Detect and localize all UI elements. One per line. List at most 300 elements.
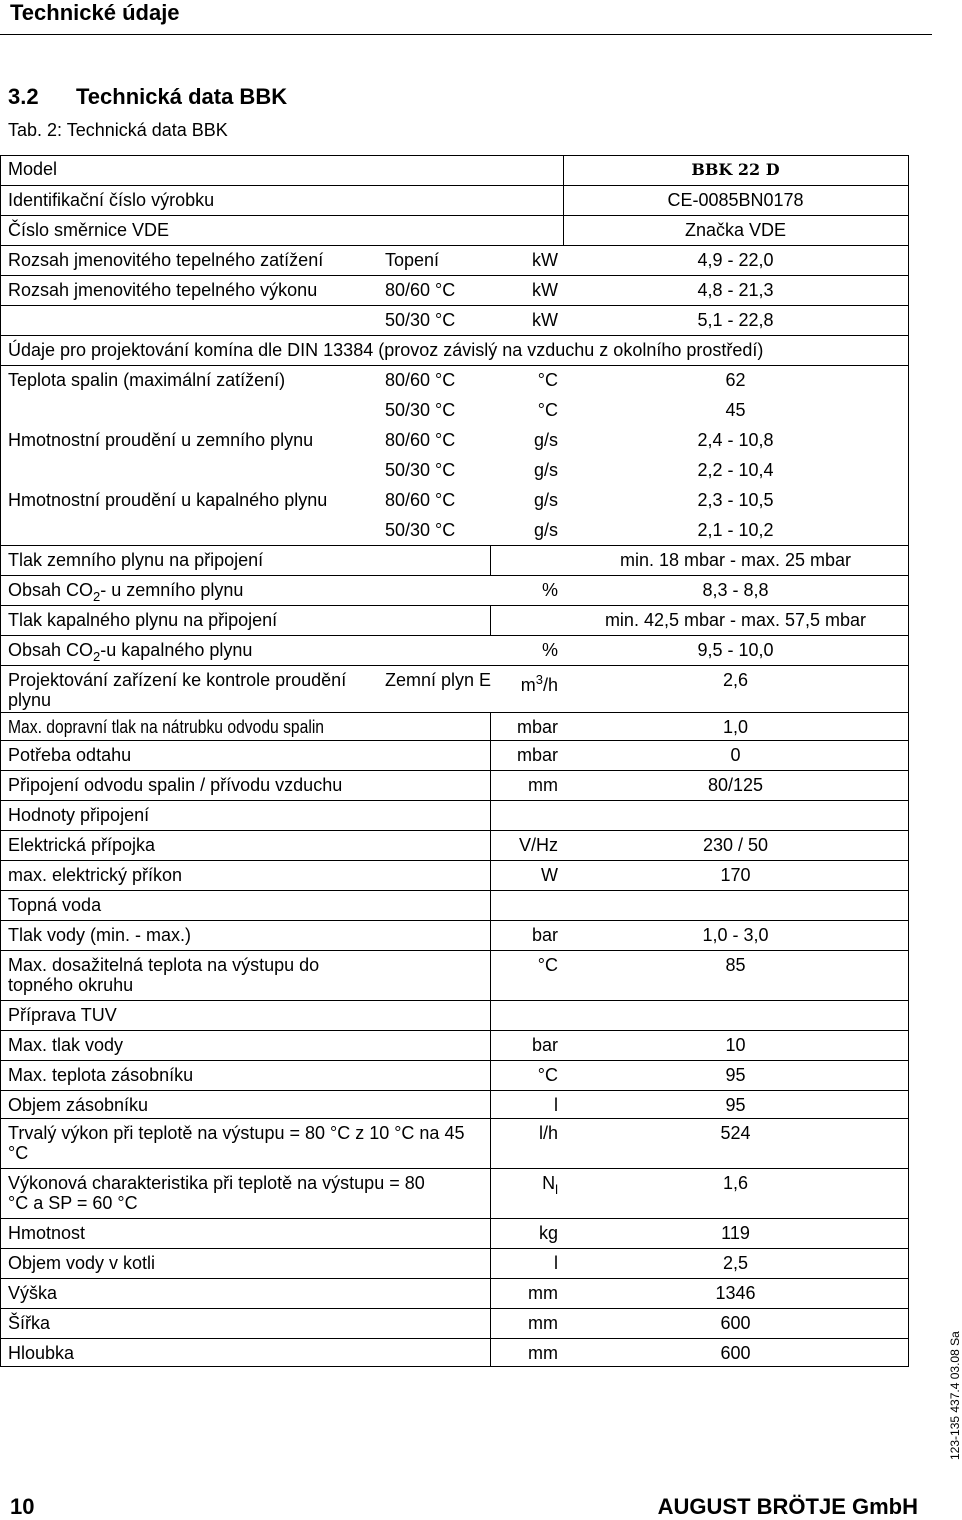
table-rule bbox=[0, 1060, 909, 1061]
table-row bbox=[0, 1060, 909, 1090]
parameter-text-suffix: -u kapalného plynu bbox=[100, 640, 253, 660]
table-column-rule bbox=[490, 830, 491, 1366]
condition-text: 50/30 °C bbox=[385, 310, 456, 330]
unit bbox=[490, 775, 558, 795]
value bbox=[563, 745, 908, 765]
table-rule bbox=[0, 712, 909, 713]
table-row bbox=[0, 395, 909, 425]
unit-text: m bbox=[520, 675, 536, 695]
value bbox=[563, 550, 908, 570]
table-row bbox=[0, 575, 909, 605]
table-row bbox=[0, 335, 909, 365]
unit-text: kW bbox=[532, 310, 558, 330]
unit bbox=[490, 1065, 558, 1085]
parameter-name bbox=[8, 340, 763, 360]
unit-text: mm bbox=[528, 1283, 558, 1303]
section-heading bbox=[8, 84, 287, 110]
condition-text: Topení bbox=[385, 250, 440, 270]
parameter-name bbox=[8, 280, 317, 300]
unit-text: mm bbox=[528, 1313, 558, 1333]
value-text: 4,9 - 22,0 bbox=[697, 250, 774, 270]
value-text: 4,8 - 21,3 bbox=[697, 280, 774, 300]
unit bbox=[490, 580, 558, 600]
table-row bbox=[0, 1118, 909, 1168]
value bbox=[563, 460, 908, 480]
value bbox=[563, 717, 908, 737]
parameter-text: Obsah CO bbox=[8, 640, 94, 660]
value bbox=[563, 775, 908, 795]
condition-text: 80/60 °C bbox=[385, 490, 456, 510]
unit bbox=[490, 520, 558, 540]
parameter-name bbox=[8, 1123, 468, 1163]
value bbox=[563, 610, 908, 630]
section-number: 3.2 bbox=[8, 84, 39, 109]
value bbox=[563, 370, 908, 390]
table-row bbox=[0, 830, 909, 860]
parameter-text: Hloubka bbox=[8, 1343, 75, 1363]
table-rule bbox=[0, 155, 909, 156]
unit bbox=[490, 1343, 558, 1363]
value-text: 5,1 - 22,8 bbox=[697, 310, 774, 330]
unit bbox=[490, 460, 558, 480]
value-text: 1,0 bbox=[722, 717, 749, 737]
unit bbox=[490, 1095, 558, 1115]
parameter-name bbox=[8, 550, 263, 570]
condition bbox=[385, 460, 455, 480]
unit-text: g/s bbox=[533, 520, 558, 540]
condition bbox=[385, 490, 455, 510]
table-rule bbox=[0, 605, 909, 606]
parameter-name bbox=[8, 805, 149, 825]
parameter-name bbox=[8, 370, 285, 390]
parameter-text: Hmotnostní proudění u zemního plynu bbox=[8, 430, 314, 450]
parameter-name bbox=[8, 1313, 50, 1333]
parameter-text: Tlak zemního plynu na připojení bbox=[8, 550, 264, 570]
table-column-rule bbox=[490, 712, 491, 830]
unit-text: l/h bbox=[538, 1123, 558, 1143]
unit-text: g/s bbox=[533, 490, 558, 510]
table-rule bbox=[0, 1308, 909, 1309]
value-text: 524 bbox=[720, 1123, 751, 1143]
table-row bbox=[0, 1278, 909, 1308]
unit-text: °C bbox=[537, 400, 558, 420]
table-row bbox=[0, 455, 909, 485]
value bbox=[563, 1313, 908, 1333]
page-number: 10 bbox=[10, 1494, 35, 1519]
unit-text: l bbox=[554, 1095, 558, 1115]
unit bbox=[490, 745, 558, 765]
table-rule bbox=[0, 665, 909, 666]
table-rule bbox=[0, 800, 909, 801]
parameter-name bbox=[8, 717, 371, 737]
parameter-text: Max. teplota zásobníku bbox=[8, 1065, 194, 1085]
table-rule bbox=[0, 920, 909, 921]
value bbox=[563, 955, 908, 975]
unit-text: mm bbox=[528, 1343, 558, 1363]
value bbox=[563, 430, 908, 450]
parameter-text: Potřeba odtahu bbox=[8, 745, 132, 765]
value bbox=[563, 1065, 908, 1085]
unit bbox=[490, 717, 558, 737]
table-row bbox=[0, 1030, 909, 1060]
subscript: 2 bbox=[93, 649, 101, 664]
value-text: 0 bbox=[730, 745, 741, 765]
table-row bbox=[0, 185, 909, 215]
parameter-text: Teplota spalin (maximální zatížení) bbox=[8, 370, 286, 390]
value-text: 95 bbox=[725, 1095, 746, 1115]
parameter-name bbox=[8, 1095, 148, 1115]
table-rule bbox=[0, 545, 909, 546]
value-text: 1,6 bbox=[722, 1173, 749, 1193]
condition-text: 80/60 °C bbox=[385, 430, 456, 450]
parameter-text: Výkonová charakteristika při teplotě na výstupu = 80 °C a SP = 60 °C bbox=[8, 1173, 425, 1213]
parameter-text: Max. dopravní tlak na nátrubku odvodu spalin bbox=[8, 717, 325, 737]
value bbox=[563, 1253, 908, 1273]
parameter-text: Identifikační číslo výrobku bbox=[8, 190, 215, 210]
parameter-text: Elektrická přípojka bbox=[8, 835, 156, 855]
table-rule bbox=[0, 635, 909, 636]
unit-text: g/s bbox=[533, 460, 558, 480]
parameter-name bbox=[8, 865, 182, 885]
value bbox=[563, 835, 908, 855]
value-text: min. 18 mbar - max. 25 mbar bbox=[619, 550, 852, 570]
table-rule bbox=[0, 1248, 909, 1249]
parameter-text: Topná voda bbox=[8, 895, 102, 915]
table-row bbox=[0, 920, 909, 950]
unit bbox=[490, 1123, 558, 1143]
table-row bbox=[0, 1218, 909, 1248]
value-text: 600 bbox=[720, 1343, 751, 1363]
table-rule bbox=[0, 365, 909, 366]
model-value-text: BBK 22 D bbox=[691, 160, 780, 179]
unit-text: % bbox=[541, 580, 558, 600]
superscript: 3 bbox=[535, 672, 543, 687]
value bbox=[563, 520, 908, 540]
unit bbox=[490, 1035, 558, 1055]
unit bbox=[490, 835, 558, 855]
parameter-name bbox=[8, 835, 155, 855]
table-column-rule bbox=[908, 155, 909, 1366]
parameter-text: Hmotnost bbox=[8, 1223, 86, 1243]
value bbox=[563, 1283, 908, 1303]
table-rule bbox=[0, 1338, 909, 1339]
table-row bbox=[0, 1000, 909, 1030]
value-text: 170 bbox=[720, 865, 751, 885]
unit-text: mbar bbox=[516, 745, 558, 765]
table-rule bbox=[0, 770, 909, 771]
table-rule bbox=[0, 740, 909, 741]
value bbox=[563, 490, 908, 510]
value bbox=[563, 190, 908, 210]
parameter-name bbox=[8, 1005, 117, 1025]
parameter-text: Připojení odvodu spalin / přívodu vzduchu bbox=[8, 775, 343, 795]
parameter-name bbox=[8, 220, 169, 240]
section-title: Technická data BBK bbox=[76, 84, 288, 109]
table-rule bbox=[0, 275, 909, 276]
table-row bbox=[0, 770, 909, 800]
condition bbox=[385, 310, 455, 330]
condition bbox=[385, 400, 455, 420]
table-row bbox=[0, 890, 909, 920]
table-rule bbox=[0, 305, 909, 306]
parameter-name bbox=[8, 490, 327, 510]
unit-text: kW bbox=[532, 280, 558, 300]
table-row bbox=[0, 245, 909, 275]
condition bbox=[385, 250, 439, 270]
model-label bbox=[8, 159, 57, 179]
table-row bbox=[0, 740, 909, 770]
table-row bbox=[0, 515, 909, 545]
unit-text: mm bbox=[528, 775, 558, 795]
technical-data-table bbox=[0, 155, 909, 1366]
table-rule bbox=[0, 185, 909, 186]
value-text: 2,4 - 10,8 bbox=[697, 430, 774, 450]
table-rule bbox=[0, 245, 909, 246]
condition-text: Zemní plyn E bbox=[385, 670, 492, 690]
value-text: 80/125 bbox=[707, 775, 764, 795]
value bbox=[563, 1095, 908, 1115]
value bbox=[563, 250, 908, 270]
value bbox=[563, 865, 908, 885]
condition bbox=[385, 280, 455, 300]
document-code: 123-135 437.4 03.08 Sa bbox=[948, 1331, 962, 1460]
parameter-text: Rozsah jmenovitého tepelného zatížení bbox=[8, 250, 324, 270]
value-text: 2,6 bbox=[722, 670, 749, 690]
company-name: AUGUST BRÖTJE GmbH bbox=[657, 1494, 918, 1519]
unit-text: kW bbox=[532, 250, 558, 270]
model-value bbox=[563, 159, 908, 180]
value bbox=[563, 400, 908, 420]
unit-text: W bbox=[541, 865, 558, 885]
parameter-name bbox=[8, 610, 277, 630]
parameter-text: Obsah CO bbox=[8, 580, 94, 600]
table-column-rule bbox=[563, 155, 564, 245]
value-text: 85 bbox=[725, 955, 746, 975]
condition-text: 50/30 °C bbox=[385, 460, 456, 480]
value-text: 2,1 - 10,2 bbox=[697, 520, 774, 540]
parameter-text: Hmotnostní proudění u kapalného plynu bbox=[8, 490, 328, 510]
parameter-text: Trvalý výkon při teplotě na výstupu = 80 °C z 10 °C na 45 °C bbox=[8, 1123, 465, 1163]
parameter-name bbox=[8, 925, 191, 945]
table-rule bbox=[0, 860, 909, 861]
value bbox=[563, 1035, 908, 1055]
table-row bbox=[0, 860, 909, 890]
table-rule bbox=[0, 1118, 909, 1119]
parameter-text: Údaje pro projektování komína dle DIN 13384 (provoz závislý na vzduchu z okolního prostředí) bbox=[8, 340, 764, 360]
table-row bbox=[0, 1338, 909, 1366]
unit bbox=[490, 400, 558, 420]
table-row bbox=[0, 950, 909, 1000]
condition-text: 80/60 °C bbox=[385, 280, 456, 300]
table-row bbox=[0, 665, 909, 712]
value-text: 9,5 - 10,0 bbox=[697, 640, 774, 660]
table-row bbox=[0, 215, 909, 245]
unit bbox=[490, 490, 558, 510]
condition bbox=[385, 430, 455, 450]
parameter-name bbox=[8, 1223, 85, 1243]
condition bbox=[385, 670, 491, 690]
parameter-text: Max. dosažitelná teplota na výstupu do topného okruhu bbox=[8, 955, 320, 995]
value-text: min. 42,5 mbar - max. 57,5 mbar bbox=[604, 610, 867, 630]
unit-text: bar bbox=[531, 925, 558, 945]
unit bbox=[490, 1253, 558, 1273]
table-caption: Tab. 2: Technická data BBK bbox=[8, 120, 228, 140]
table-row bbox=[0, 155, 909, 185]
parameter-text: max. elektrický příkon bbox=[8, 865, 183, 885]
parameter-text: Číslo směrnice VDE bbox=[8, 220, 170, 240]
table-row bbox=[0, 635, 909, 665]
unit bbox=[490, 250, 558, 270]
value-text: 95 bbox=[725, 1065, 746, 1085]
table-rule bbox=[0, 575, 909, 576]
value-text: 600 bbox=[720, 1313, 751, 1333]
unit-text: bar bbox=[531, 1035, 558, 1055]
table-row bbox=[0, 1248, 909, 1278]
unit bbox=[490, 1223, 558, 1243]
table-row bbox=[0, 712, 909, 740]
value bbox=[563, 670, 908, 690]
value-text: 10 bbox=[725, 1035, 746, 1055]
parameter-name bbox=[8, 670, 348, 710]
value-text: CE-0085BN0178 bbox=[667, 190, 804, 210]
table-rule bbox=[0, 950, 909, 951]
table-row bbox=[0, 1168, 909, 1218]
value-text: 2,2 - 10,4 bbox=[697, 460, 774, 480]
parameter-text: Šířka bbox=[8, 1313, 51, 1333]
unit-text: N bbox=[542, 1173, 556, 1193]
parameter-text: Hodnoty připojení bbox=[8, 805, 150, 825]
model-label-text: Model bbox=[8, 159, 58, 179]
header-divider bbox=[0, 34, 932, 35]
parameter-name bbox=[8, 1035, 123, 1055]
parameter-name bbox=[8, 1283, 57, 1303]
parameter-name bbox=[8, 580, 243, 607]
parameter-text: Projektování zařízení ke kontrole proudění plynu bbox=[8, 670, 347, 710]
unit bbox=[490, 370, 558, 390]
parameter-name bbox=[8, 1343, 74, 1363]
value bbox=[563, 220, 908, 240]
value bbox=[563, 1223, 908, 1243]
value-text: 62 bbox=[725, 370, 746, 390]
unit-text: V/Hz bbox=[518, 835, 558, 855]
table-row bbox=[0, 275, 909, 305]
table-rule bbox=[0, 1000, 909, 1001]
value-text: 8,3 - 8,8 bbox=[702, 580, 769, 600]
unit bbox=[490, 670, 558, 695]
table-rule bbox=[0, 1168, 909, 1169]
table-row bbox=[0, 485, 909, 515]
unit-text: °C bbox=[537, 955, 558, 975]
value-text: 1346 bbox=[715, 1283, 756, 1303]
table-rule bbox=[0, 1090, 909, 1091]
table-row bbox=[0, 605, 909, 635]
table-column-rule bbox=[490, 605, 491, 635]
value bbox=[563, 1123, 908, 1143]
table-row bbox=[0, 800, 909, 830]
value bbox=[563, 580, 908, 600]
condition-text: 50/30 °C bbox=[385, 520, 456, 540]
unit bbox=[490, 955, 558, 975]
condition bbox=[385, 370, 455, 390]
table-rule bbox=[0, 1030, 909, 1031]
parameter-name bbox=[8, 250, 323, 270]
unit-text: mbar bbox=[516, 717, 558, 737]
value bbox=[563, 1173, 908, 1193]
table-column-rule bbox=[0, 155, 1, 1366]
unit-suffix: /h bbox=[542, 675, 558, 695]
unit bbox=[490, 640, 558, 660]
unit-text: kg bbox=[538, 1223, 558, 1243]
unit bbox=[490, 865, 558, 885]
unit-text: °C bbox=[537, 1065, 558, 1085]
value-text: 119 bbox=[721, 1223, 750, 1243]
table-row bbox=[0, 305, 909, 335]
table-rule bbox=[0, 830, 909, 831]
unit bbox=[490, 310, 558, 330]
condition bbox=[385, 520, 455, 540]
unit-text: g/s bbox=[533, 430, 558, 450]
unit-text: °C bbox=[537, 370, 558, 390]
table-rule bbox=[0, 1278, 909, 1279]
table-column-rule bbox=[490, 545, 491, 575]
parameter-text: Tlak vody (min. - max.) bbox=[8, 925, 192, 945]
parameter-name bbox=[8, 190, 214, 210]
parameter-name bbox=[8, 640, 252, 667]
parameter-name bbox=[8, 1173, 448, 1213]
parameter-name bbox=[8, 895, 101, 915]
table-rule bbox=[0, 1366, 909, 1367]
parameter-name bbox=[8, 745, 131, 765]
parameter-text: Objem vody v kotli bbox=[8, 1253, 156, 1273]
table-row bbox=[0, 365, 909, 395]
subscript: 2 bbox=[93, 589, 101, 604]
condition-text: 80/60 °C bbox=[385, 370, 456, 390]
parameter-text: Výška bbox=[8, 1283, 58, 1303]
parameter-name bbox=[8, 955, 388, 995]
unit bbox=[490, 1313, 558, 1333]
table-rule bbox=[0, 1218, 909, 1219]
value bbox=[563, 1343, 908, 1363]
unit-subscript: l bbox=[555, 1182, 558, 1197]
unit bbox=[490, 925, 558, 945]
unit-text: l bbox=[554, 1253, 558, 1273]
table-rule bbox=[0, 215, 909, 216]
parameter-text: Příprava TUV bbox=[8, 1005, 117, 1025]
table-row bbox=[0, 1090, 909, 1118]
parameter-text: Rozsah jmenovitého tepelného výkonu bbox=[8, 280, 318, 300]
table-row bbox=[0, 545, 909, 575]
value-text: 2,5 bbox=[722, 1253, 749, 1273]
parameter-text-suffix: - u zemního plynu bbox=[100, 580, 244, 600]
value-text: Značka VDE bbox=[684, 220, 787, 240]
value-text: 45 bbox=[725, 400, 746, 420]
parameter-name bbox=[8, 1253, 155, 1273]
value-text: 230 / 50 bbox=[702, 835, 769, 855]
value-text: 2,3 - 10,5 bbox=[697, 490, 774, 510]
value bbox=[563, 310, 908, 330]
parameter-name bbox=[8, 430, 313, 450]
unit bbox=[490, 430, 558, 450]
header-title: Technické údaje bbox=[10, 0, 180, 25]
parameter-text: Objem zásobníku bbox=[8, 1095, 149, 1115]
table-rule bbox=[0, 890, 909, 891]
value bbox=[563, 640, 908, 660]
table-row bbox=[0, 425, 909, 455]
value bbox=[563, 925, 908, 945]
parameter-name bbox=[8, 775, 342, 795]
unit bbox=[490, 1283, 558, 1303]
value-text: 1,0 - 3,0 bbox=[702, 925, 769, 945]
